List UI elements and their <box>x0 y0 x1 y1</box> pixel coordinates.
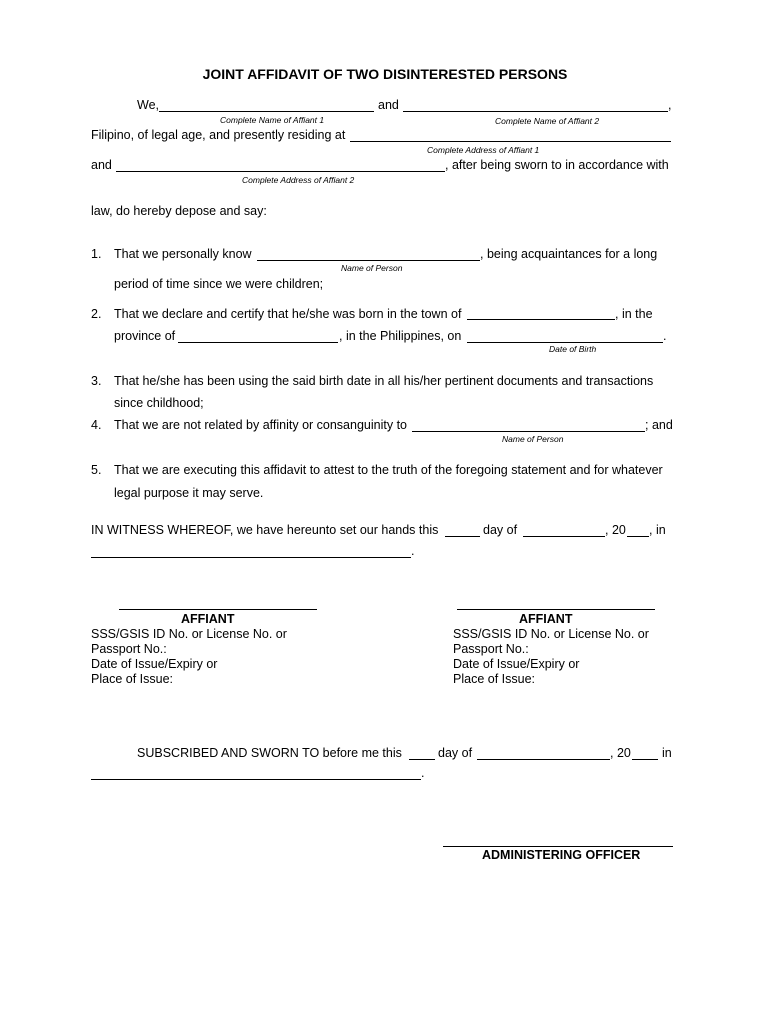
caption-item2-dob: Date of Birth <box>549 344 597 354</box>
item2-town-field[interactable] <box>467 319 615 320</box>
item3-text-a: That he/she has been using the said birth date in all his/her pertinent documents and transactions <box>114 374 654 388</box>
witness-text-a: IN WITNESS WHEREOF, we have hereunto set our hands this <box>91 523 439 537</box>
intro-and2: and <box>91 158 112 172</box>
subscribed-text-a: SUBSCRIBED AND SWORN TO before me this <box>137 746 402 760</box>
subscribed-place-field[interactable] <box>91 779 421 780</box>
item1-text-a: That we personally know <box>114 247 252 261</box>
subscribed-year-field[interactable] <box>632 759 658 760</box>
caption-affiant1-name: Complete Name of Affiant 1 <box>220 115 325 125</box>
item2-text-c: province of <box>114 329 176 343</box>
affiant2-date: Date of Issue/Expiry or <box>453 657 580 671</box>
intro-we: We, <box>137 98 159 112</box>
affiant1-name-field[interactable] <box>159 111 374 112</box>
subscribed-text-e: . <box>421 766 425 780</box>
item2-text-b: , in the <box>615 307 653 321</box>
affiant1-id: SSS/GSIS ID No. or License No. or <box>91 627 287 641</box>
affiant2-name-field[interactable] <box>403 111 668 112</box>
item2-text-e: . <box>663 329 667 343</box>
item4-number: 4. <box>91 418 102 432</box>
item2-dob-field[interactable] <box>467 342 663 343</box>
caption-affiant2-address: Complete Address of Affiant 2 <box>242 175 355 185</box>
affiant2-label: AFFIANT <box>519 612 573 626</box>
caption-item4-name: Name of Person <box>502 434 564 444</box>
affiant1-place: Place of Issue: <box>91 672 173 686</box>
witness-text-b: day of <box>483 523 518 537</box>
subscribed-text-d: in <box>662 746 672 760</box>
item4-text-b: ; and <box>645 418 673 432</box>
affiant2-id: SSS/GSIS ID No. or License No. or <box>453 627 649 641</box>
caption-affiant1-address: Complete Address of Affiant 1 <box>427 145 540 155</box>
document-title: JOINT AFFIDAVIT OF TWO DISINTERESTED PERSONS <box>202 66 568 82</box>
affiant2-address-field[interactable] <box>116 171 445 172</box>
affiant1-signature-line[interactable] <box>119 609 317 610</box>
witness-text-e: . <box>411 544 415 558</box>
affiant1-label: AFFIANT <box>181 612 235 626</box>
item5-text-a: That we are executing this affidavit to attest to the truth of the foregoing statement and for whatever <box>114 463 663 477</box>
witness-text-c: , 20 <box>605 523 626 537</box>
affiant1-address-field[interactable] <box>350 141 671 142</box>
affiant1-date: Date of Issue/Expiry or <box>91 657 218 671</box>
affiant2-signature-line[interactable] <box>457 609 655 610</box>
item3-text-b: since childhood; <box>114 396 204 410</box>
item2-number: 2. <box>91 307 102 321</box>
item2-text-d: , in the Philippines, on <box>339 329 462 343</box>
item1-person-field[interactable] <box>257 260 480 261</box>
item1-text-b: , being acquaintances for a long <box>480 247 658 261</box>
officer-label: ADMINISTERING OFFICER <box>482 848 641 862</box>
subscribed-text-c: , 20 <box>610 746 631 760</box>
intro-and: and <box>378 98 399 112</box>
affiant1-passport: Passport No.: <box>91 642 167 656</box>
item4-person-field[interactable] <box>412 431 645 432</box>
witness-year-field[interactable] <box>627 536 649 537</box>
caption-item1-name: Name of Person <box>341 263 403 273</box>
witness-day-field[interactable] <box>445 536 480 537</box>
item3-number: 3. <box>91 374 102 388</box>
item2-province-field[interactable] <box>178 342 338 343</box>
affiant2-place: Place of Issue: <box>453 672 535 686</box>
officer-signature-line[interactable] <box>443 846 673 847</box>
intro-sworn: , after being sworn to in accordance with <box>445 158 669 172</box>
subscribed-month-field[interactable] <box>477 759 610 760</box>
item1-number: 1. <box>91 247 102 261</box>
item2-text-a: That we declare and certify that he/she was born in the town of <box>114 307 462 321</box>
intro-law: law, do hereby depose and say: <box>91 204 267 218</box>
item5-text-b: legal purpose it may serve. <box>114 486 264 500</box>
subscribed-text-b: day of <box>438 746 473 760</box>
caption-affiant2-name: Complete Name of Affiant 2 <box>495 116 600 126</box>
witness-place-field[interactable] <box>91 557 411 558</box>
item4-text-a: That we are not related by affinity or consanguinity to <box>114 418 407 432</box>
affiant2-passport: Passport No.: <box>453 642 529 656</box>
item1-text-c: period of time since we were children; <box>114 277 324 291</box>
witness-month-field[interactable] <box>523 536 605 537</box>
intro-residing: Filipino, of legal age, and presently residing at <box>91 128 346 142</box>
intro-comma: , <box>668 98 672 112</box>
subscribed-day-field[interactable] <box>409 759 435 760</box>
witness-text-d: , in <box>649 523 666 537</box>
item5-number: 5. <box>91 463 102 477</box>
